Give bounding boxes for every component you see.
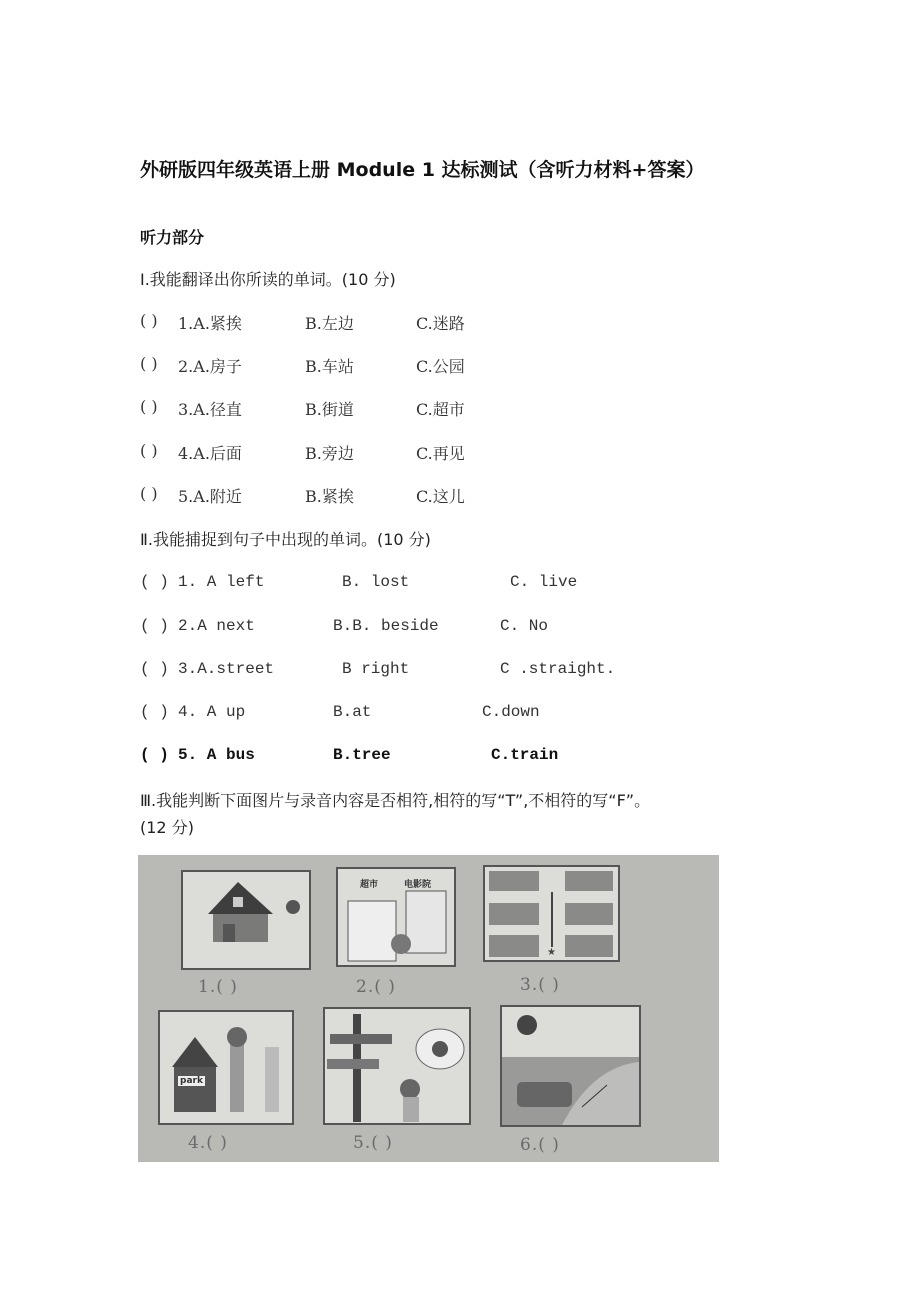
signpost-illustration [325, 1009, 469, 1123]
part2-heading: Ⅱ.我能捕捉到句子中出现的单词。(10 分) [140, 530, 431, 549]
bus-illustration [502, 1007, 639, 1125]
option-b: B. lost [342, 573, 410, 591]
option-c: C .straight. [500, 660, 616, 678]
sign-park: park [180, 1076, 203, 1086]
option-b: B.紧挨 [305, 487, 354, 506]
option-b: B.旁边 [305, 444, 354, 463]
park-illustration [160, 1012, 292, 1123]
option-b: B.车站 [305, 357, 354, 376]
option-a: 3.A.street [178, 660, 275, 678]
option-c: C. No [500, 617, 549, 635]
picture-label: 2.( ) [356, 977, 396, 997]
answer-blank[interactable]: ( ) [140, 484, 158, 503]
picture-house [181, 870, 311, 970]
listening-heading: 听力部分 [140, 228, 205, 247]
svg-text:★: ★ [547, 947, 556, 958]
option-c: C.这儿 [416, 487, 465, 506]
picture-label: 6.( ) [520, 1135, 560, 1155]
option-c: C. live [510, 573, 578, 591]
picture-label: 3.( ) [520, 975, 560, 995]
option-c: C.公园 [416, 357, 465, 376]
option-a: 4. A up [178, 703, 246, 721]
option-c: C.down [482, 703, 540, 721]
option-a: 2.A next [178, 617, 255, 635]
option-a: 4.A.后面 [178, 444, 242, 463]
sign-cinema: 电影院 [404, 880, 432, 890]
option-a: 3.A.径直 [178, 400, 242, 419]
answer-blank[interactable]: ( ) [140, 573, 169, 591]
part3-heading: Ⅲ.我能判断下面图片与录音内容是否相符,相符的写“T”,不相符的写“F”。 [140, 791, 651, 810]
option-b: B right [342, 660, 410, 678]
option-c: C.再见 [416, 444, 465, 463]
answer-blank[interactable]: ( ) [140, 441, 158, 460]
answer-blank[interactable]: ( ) [140, 660, 169, 678]
option-b: B.at [333, 703, 372, 721]
option-b: B.左边 [305, 314, 354, 333]
picture-bus [500, 1005, 641, 1127]
picture-map [483, 865, 620, 962]
document-title: 外研版四年级英语上册 Module 1 达标测试（含听力材料+答案） [140, 159, 705, 181]
picture-park [158, 1010, 294, 1125]
option-c: C.迷路 [416, 314, 465, 333]
picture-label: 1.( ) [198, 977, 238, 997]
picture-buildings [336, 867, 456, 967]
answer-blank[interactable]: ( ) [140, 703, 169, 721]
answer-blank[interactable]: ( ) [140, 311, 158, 330]
option-c: C.train [491, 746, 559, 764]
picture-label: 4.( ) [188, 1133, 228, 1153]
option-b: B.街道 [305, 400, 354, 419]
map-illustration [485, 867, 618, 960]
house-illustration [183, 872, 309, 968]
option-a: 2.A.房子 [178, 357, 242, 376]
answer-blank[interactable]: ( ) [140, 746, 169, 764]
answer-blank[interactable]: ( ) [140, 397, 158, 416]
option-a: 5. A bus [178, 746, 255, 764]
answer-blank[interactable]: ( ) [140, 354, 158, 373]
option-a: 5.A.附近 [178, 487, 242, 506]
sign-supermarket: 超市 [360, 880, 379, 890]
picture-label: 5.( ) [353, 1133, 393, 1153]
option-b: B.tree [333, 746, 391, 764]
part1-heading: Ⅰ.我能翻译出你所读的单词。(10 分) [140, 270, 396, 289]
option-a: 1.A.紧挨 [178, 314, 242, 333]
option-b: B.B. beside [333, 617, 439, 635]
picture-signpost [323, 1007, 471, 1125]
option-a: 1. A left [178, 573, 265, 591]
buildings-illustration [338, 869, 454, 965]
option-c: C.超市 [416, 400, 465, 419]
answer-blank[interactable]: ( ) [140, 617, 169, 635]
part3-points: (12 分) [140, 818, 194, 837]
picture-matching-photo [138, 855, 719, 1162]
